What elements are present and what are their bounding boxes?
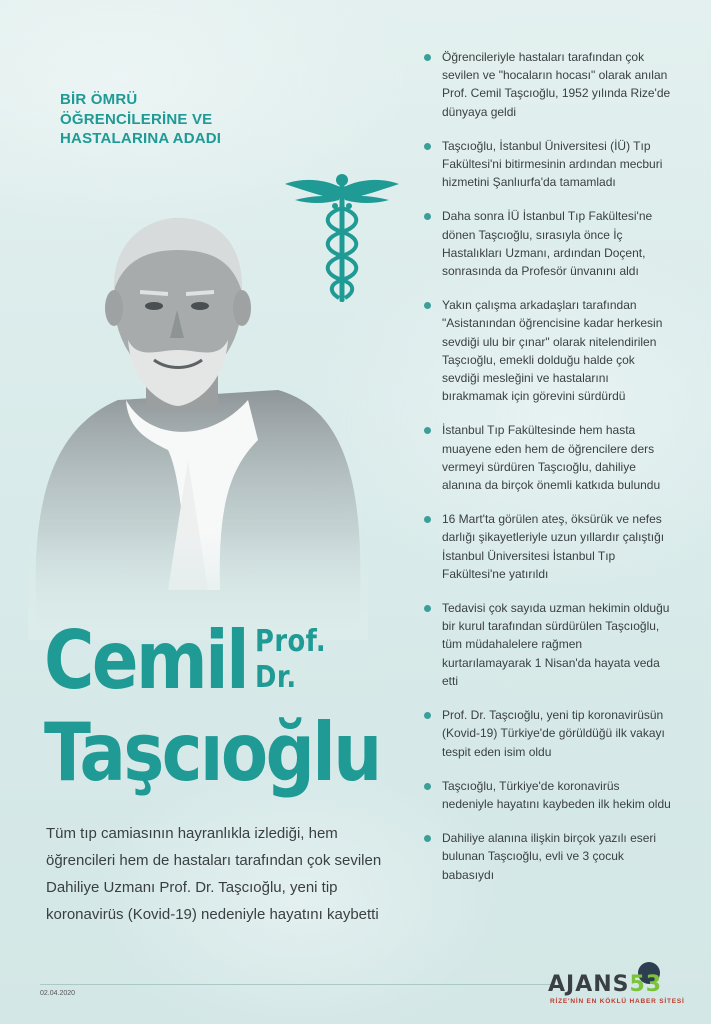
fact-item: Prof. Dr. Taşcıoğlu, yeni tip koronavirüsün (Kovid-19) Türkiye'de görüldüğü ilk vakayı tespit eden isim oldu	[424, 706, 674, 761]
logo-tagline: RİZE'NİN EN KÖKLÜ HABER SİTESİ	[550, 998, 685, 1005]
title-prefix-dr: Dr.	[255, 660, 297, 695]
fact-item: Dahiliye alanına ilişkin birçok yazılı eseri bulunan Taşcıoğlu, evli ve 3 çocuk babasıydı	[424, 829, 674, 884]
name-last: Taşcıoğlu	[44, 706, 380, 799]
publish-date: 02.04.2020	[40, 990, 76, 997]
ajans53-logo[interactable]	[548, 962, 708, 1012]
logo-text-main: AJANS	[548, 972, 630, 997]
fact-item: 16 Mart'ta görülen ateş, öksürük ve nefes darlığı şikayetleriyle uzun yıllardır çalıştığı İstanbul Üniversitesi İstanbul Tıp Fakültesi'ne yatırıldı	[424, 510, 674, 583]
fact-item: Yakın çalışma arkadaşları tarafından "Asistanından öğrencisine kadar herkesin sevdiği ulu bir çınar" olarak nitelendirilen Taşcıoğlu, emekli dolduğu halde çok sevdiği mesleğini ve hastalarını bırakmamak için görevini sürdürdü	[424, 296, 674, 405]
title-prefix	[255, 624, 326, 696]
summary-text: Tüm tıp camiasının hayranlıkla izlediği, hem öğrencileri hem de hastaları tarafından çok sevilen Dahiliye Uzmanı Prof. Dr. Taşcıoğlu, yeni tip koronavirüs (Kovid-19) nedeniyle hayatını kaybetti	[46, 825, 382, 923]
logo-wordmark	[548, 972, 662, 997]
fact-item: Öğrencileriyle hastaları tarafından çok sevilen ve "hocaların hocası" olarak anılan Prof. Cemil Taşcıoğlu, 1952 yılında Rize'de dünyaya geldi	[424, 48, 674, 121]
name-first: Cemil	[44, 614, 248, 707]
facts-list	[424, 48, 674, 900]
fact-item: İstanbul Tıp Fakültesinde hem hasta muayene eden hem de öğrencilere ders vermeyi sürdüren Taşcıoğlu, dahiliye alanına da birçok önemli katkıda bulundu	[424, 421, 674, 494]
fact-item: Taşcıoğlu, İstanbul Üniversitesi (İÜ) Tıp Fakültesi'ni bitirmesinin ardından mecburi hizmetini Şanlıurfa'da tamamladı	[424, 137, 674, 192]
portrait-photo	[28, 210, 368, 640]
dedication-heading: BİR ÖMRÜ ÖĞRENCİLERİNE VE HASTALARINA ADADI	[60, 91, 222, 147]
fact-item: Daha sonra İÜ İstanbul Tıp Fakültesi'ne dönen Taşcıoğlu, sırasıyla önce İç Hastalıkları Uzmanı, ardından Doçent, sonrasında da Profesör ünvanını aldı	[424, 207, 674, 280]
fact-item: Tedavisi çok sayıda uzman hekimin olduğu bir kurul tarafından sürdürülen Taşcıoğlu, tüm müdahalelere rağmen kurtarılamayarak 1 Nisan'da hayata veda etti	[424, 599, 674, 690]
footer-divider	[40, 984, 555, 985]
title-prefix-prof: Prof.	[255, 624, 327, 659]
fact-item: Taşcıoğlu, Türkiye'de koronavirüs nedeniyle hayatını kaybeden ilk hekim oldu	[424, 777, 674, 813]
logo-text-accent: 53	[629, 972, 663, 997]
